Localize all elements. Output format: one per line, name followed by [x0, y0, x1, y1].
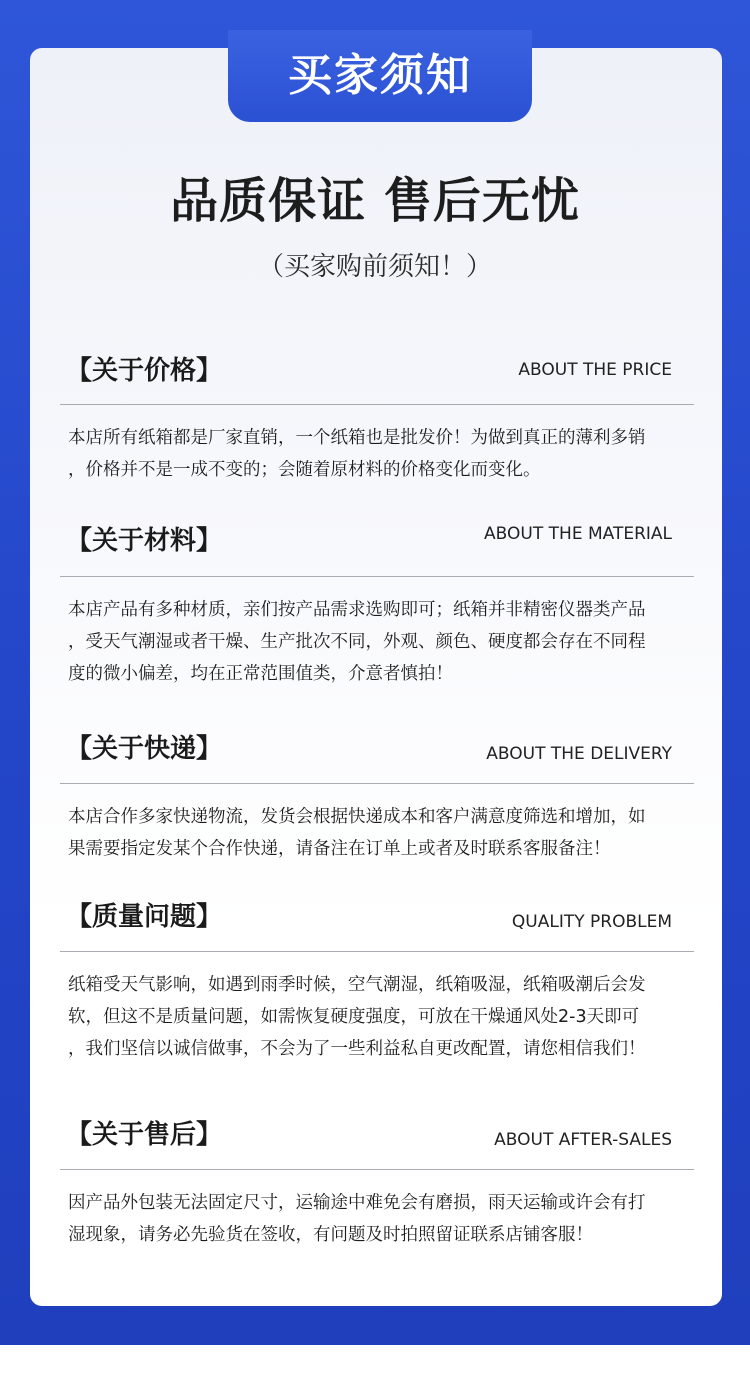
section-title: 【关于快递】	[66, 734, 223, 764]
body-line: 软，但这不是质量问题，如需恢复硬度强度，可放在干燥通风处2-3天即可	[68, 1007, 640, 1027]
section-divider	[60, 951, 694, 952]
section-divider	[60, 576, 694, 577]
body-line: 果需要指定发某个合作快递，请备注在订单上或者及时联系客服备注！	[68, 839, 611, 859]
section-divider	[60, 404, 694, 405]
body-line: 纸箱受天气影响，如遇到雨季时候，空气潮湿，纸箱吸湿，纸箱吸潮后会发	[68, 975, 646, 995]
section-title: 【关于材料】	[66, 526, 223, 556]
section-title-en: ABOUT THE PRICE	[518, 360, 672, 380]
body-line: 度的微小偏差，均在正常范围值类，介意者慎拍！	[68, 664, 453, 684]
section-body	[68, 422, 688, 486]
section-title-en: QUALITY PROBLEM	[511, 912, 672, 932]
body-line: 本店合作多家快递物流，发货会根据快递成本和客户满意度筛选和增加，如	[68, 807, 646, 827]
section-divider	[60, 1169, 694, 1170]
body-line: 本店所有纸箱都是厂家直销，一个纸箱也是批发价！为做到真正的薄利多销	[68, 428, 646, 448]
section-title: 【质量问题】	[66, 902, 223, 932]
section-title-en: ABOUT THE MATERIAL	[484, 524, 672, 544]
section-body	[68, 969, 688, 1065]
header-tab: 买家须知	[228, 30, 532, 122]
body-line: 本店产品有多种材质，亲们按产品需求选购即可；纸箱并非精密仪器类产品	[68, 600, 646, 620]
section-title-en: ABOUT AFTER-SALES	[494, 1130, 672, 1150]
body-line: 湿现象，请务必先验货在签收，有问题及时拍照留证联系店铺客服！	[68, 1225, 593, 1245]
body-line: ，受天气潮湿或者干燥、生产批次不同，外观、颜色、硬度都会存在不同程	[68, 632, 646, 652]
section-title: 【关于售后】	[66, 1120, 223, 1150]
section-body	[68, 801, 688, 865]
body-line: ，我们坚信以诚信做事，不会为了一些利益私自更改配置，请您相信我们！	[68, 1039, 646, 1059]
body-line: 因产品外包装无法固定尺寸，运输途中难免会有磨损，雨天运输或许会有打	[68, 1193, 646, 1213]
section-body	[68, 1187, 688, 1251]
page-title: 品质保证 售后无忧	[170, 173, 580, 229]
body-line: ，价格并不是一成不变的；会随着原材料的价格变化而变化。	[68, 460, 541, 480]
section-title-en: ABOUT THE DELIVERY	[486, 744, 672, 764]
section-title: 【关于价格】	[66, 356, 223, 386]
page-subtitle: （买家购前须知！）	[257, 252, 492, 282]
section-divider	[60, 783, 694, 784]
section-body	[68, 594, 688, 690]
